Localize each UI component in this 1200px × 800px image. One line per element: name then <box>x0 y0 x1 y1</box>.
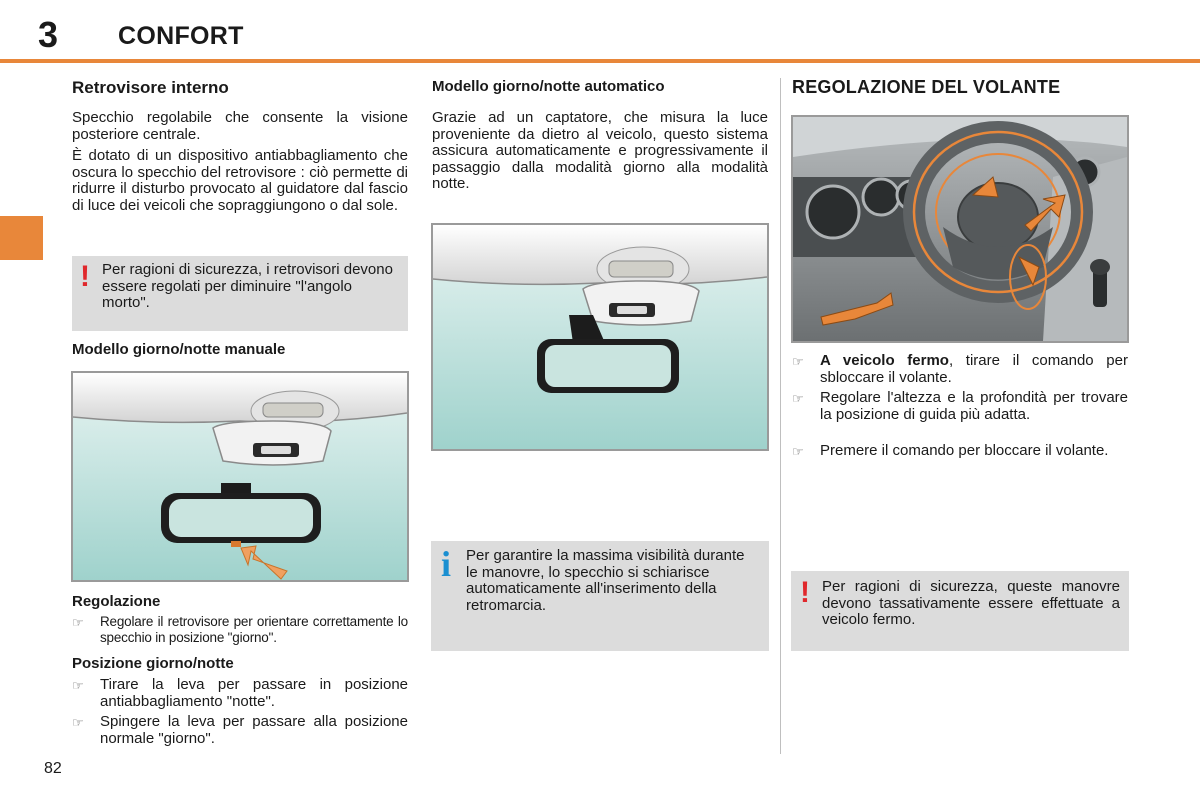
chapter-side-tab <box>0 216 43 260</box>
exclamation-icon: ! <box>80 260 90 293</box>
hand-pointer-icon: ☞ <box>792 391 804 406</box>
page-number: 82 <box>44 760 62 777</box>
paragraph-antiabbagliamento: È dotato di un dispositivo antiabbagliamento che oscura lo specchio del retrovisore : ciò permette di ridurre il disturbo provocato al guidatore dal fascio di luce dei veicoli che sopraggiungono o dal sole. <box>72 147 408 214</box>
list-item-text: Premere il comando per bloccare il volante. <box>820 442 1109 459</box>
subtitle-automatico: Modello giorno/notte automatico <box>432 78 665 95</box>
hand-pointer-icon: ☞ <box>72 615 84 630</box>
list-item <box>792 443 1128 460</box>
figure-automatic-mirror <box>431 223 769 451</box>
section-title-retrovisore: Retrovisore interno <box>72 78 229 97</box>
info-box-retromarcia <box>431 541 769 651</box>
list-item-text: A veicolo fermo, tirare il comando per sbloccare il volante. <box>820 352 1128 386</box>
list-item-text: Tirare la leva per passare in posizione antiabbagliamento "notte". <box>100 676 408 710</box>
subtitle-regolazione: Regolazione <box>72 593 161 610</box>
steering-wheel-illustration <box>793 117 1127 341</box>
list-item-text: Regolare il retrovisore per orientare correttamente lo specchio in posizione "giorno". <box>100 614 408 645</box>
info-text: Per garantire la massima visibilità durante le manovre, lo specchio si schiarisce automaticamente all'inserimento della retromarcia. <box>466 547 745 614</box>
paragraph-automatico: Grazie ad un captatore, che misura la luce proveniente da dietro al veicolo, questo sistema assicura automaticamente e progressivamente il passaggio dalla modalità giorno alla modalità notte. <box>432 109 768 192</box>
warning-text: Per ragioni di sicurezza, i retrovisori devono essere regolati per diminuire "l'angolo morto". <box>102 261 393 311</box>
list-item-text: Regolare l'altezza e la profondità per trovare la posizione di guida più adatta. <box>820 389 1128 423</box>
list-item <box>72 714 408 747</box>
manual-mirror-illustration <box>73 373 407 580</box>
hand-pointer-icon: ☞ <box>72 678 84 693</box>
subtitle-manuale: Modello giorno/notte manuale <box>72 341 286 358</box>
automatic-mirror-illustration <box>433 225 767 449</box>
figure-manual-mirror <box>71 371 409 582</box>
warning-box-retrovisori <box>72 256 408 331</box>
header-rule <box>0 59 1200 63</box>
hand-pointer-icon: ☞ <box>792 444 804 459</box>
column-divider <box>780 78 781 754</box>
list-item <box>72 614 408 645</box>
chapter-title: CONFORT <box>118 22 244 50</box>
list-item <box>792 390 1128 423</box>
list-item-text: Spingere la leva per passare alla posizione normale "giorno". <box>100 713 408 747</box>
hand-pointer-icon: ☞ <box>792 354 804 369</box>
figure-steering-wheel <box>791 115 1129 343</box>
exclamation-icon: ! <box>800 576 810 609</box>
warning-box-volante <box>791 571 1129 651</box>
subtitle-posizione: Posizione giorno/notte <box>72 655 234 672</box>
section-title-volante: REGOLAZIONE DEL VOLANTE <box>792 77 1061 97</box>
info-icon: i <box>441 544 452 584</box>
list-item <box>792 353 1128 386</box>
chapter-number: 3 <box>38 14 59 55</box>
warning-text: Per ragioni di sicurezza, queste manovre devono tassativamente essere effettuate a veicolo fermo. <box>822 578 1120 628</box>
list-item <box>72 677 408 710</box>
hand-pointer-icon: ☞ <box>72 715 84 730</box>
paragraph-intro: Specchio regolabile che consente la visione posteriore centrale. <box>72 109 408 143</box>
